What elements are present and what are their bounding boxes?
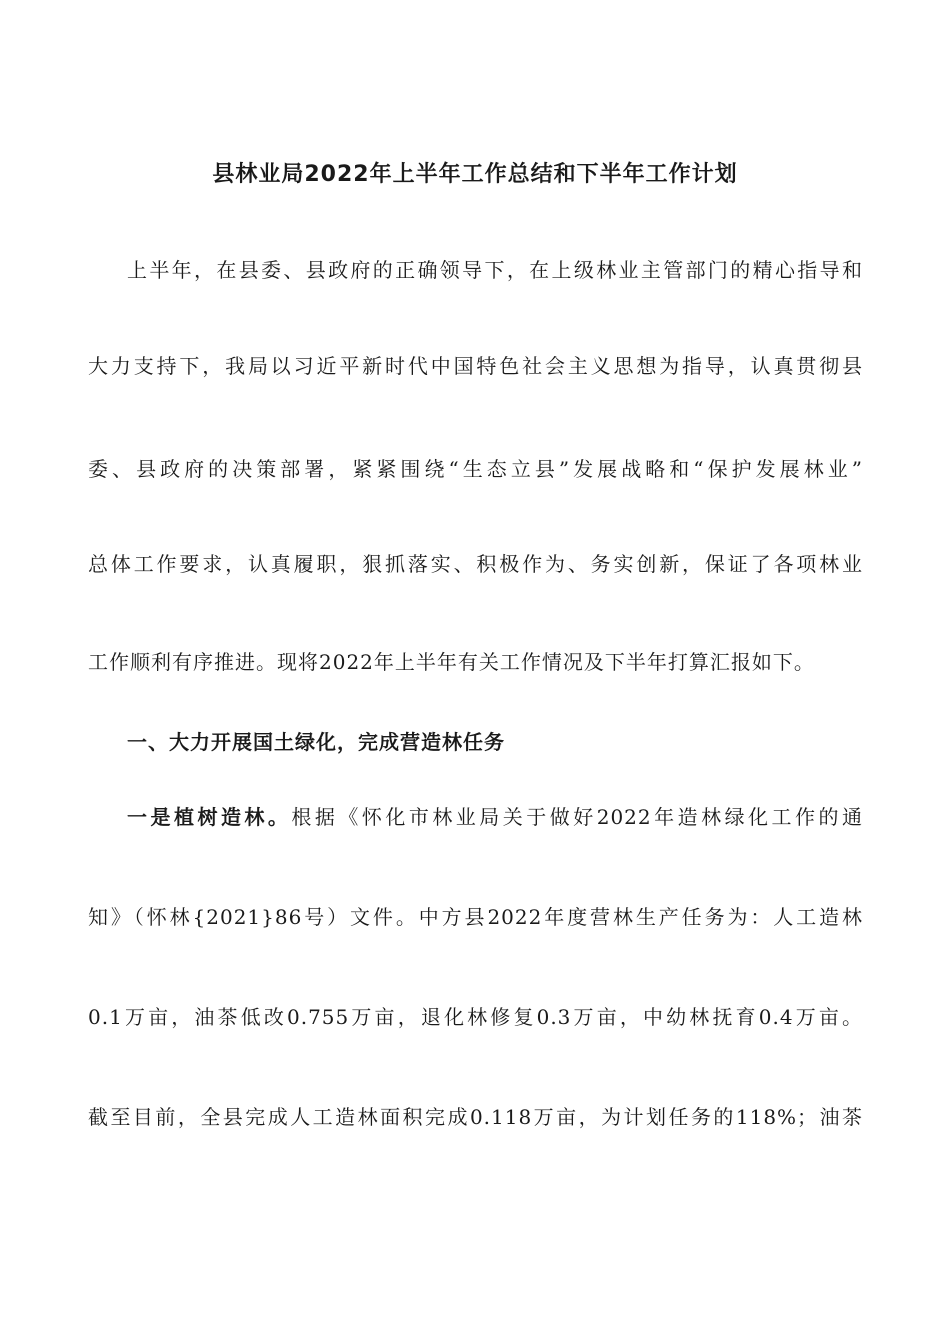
item-lead: 一是植树造林。 <box>127 805 292 829</box>
paragraph-line: 大力支持下，我局以习近平新时代中国特色社会主义思想为指导，认真贯彻县 <box>88 354 863 378</box>
paragraph-line: 委、县政府的决策部署，紧紧围绕“生态立县”发展战略和“保护发展林业” <box>88 457 863 481</box>
section-heading: 一、大力开展国土绿化，完成营造林任务 <box>127 730 505 754</box>
paragraph-line: 总体工作要求，认真履职，狠抓落实、积极作为、务实创新，保证了各项林业 <box>88 552 863 576</box>
paragraph-line: 截至目前，全县完成人工造林面积完成0.118万亩，为计划任务的118%；油茶 <box>88 1105 863 1129</box>
paragraph-line <box>127 802 863 832</box>
item-text: 根据《怀化市林业局关于做好2022年造林绿化工作的通 <box>291 805 863 829</box>
document-title: 县林业局2022年上半年工作总结和下半年工作计划 <box>212 162 738 187</box>
paragraph-line: 0.1万亩，油茶低改0.755万亩，退化林修复0.3万亩，中幼林抚育0.4万亩。 <box>88 1005 863 1029</box>
paragraph-line: 知》（怀林{2021}86号）文件。中方县2022年度营林生产任务为：人工造林 <box>88 905 863 929</box>
paragraph-line: 上半年，在县委、县政府的正确领导下，在上级林业主管部门的精心指导和 <box>127 258 863 282</box>
paragraph-line: 工作顺利有序推进。现将2022年上半年有关工作情况及下半年打算汇报如下。 <box>88 650 815 674</box>
